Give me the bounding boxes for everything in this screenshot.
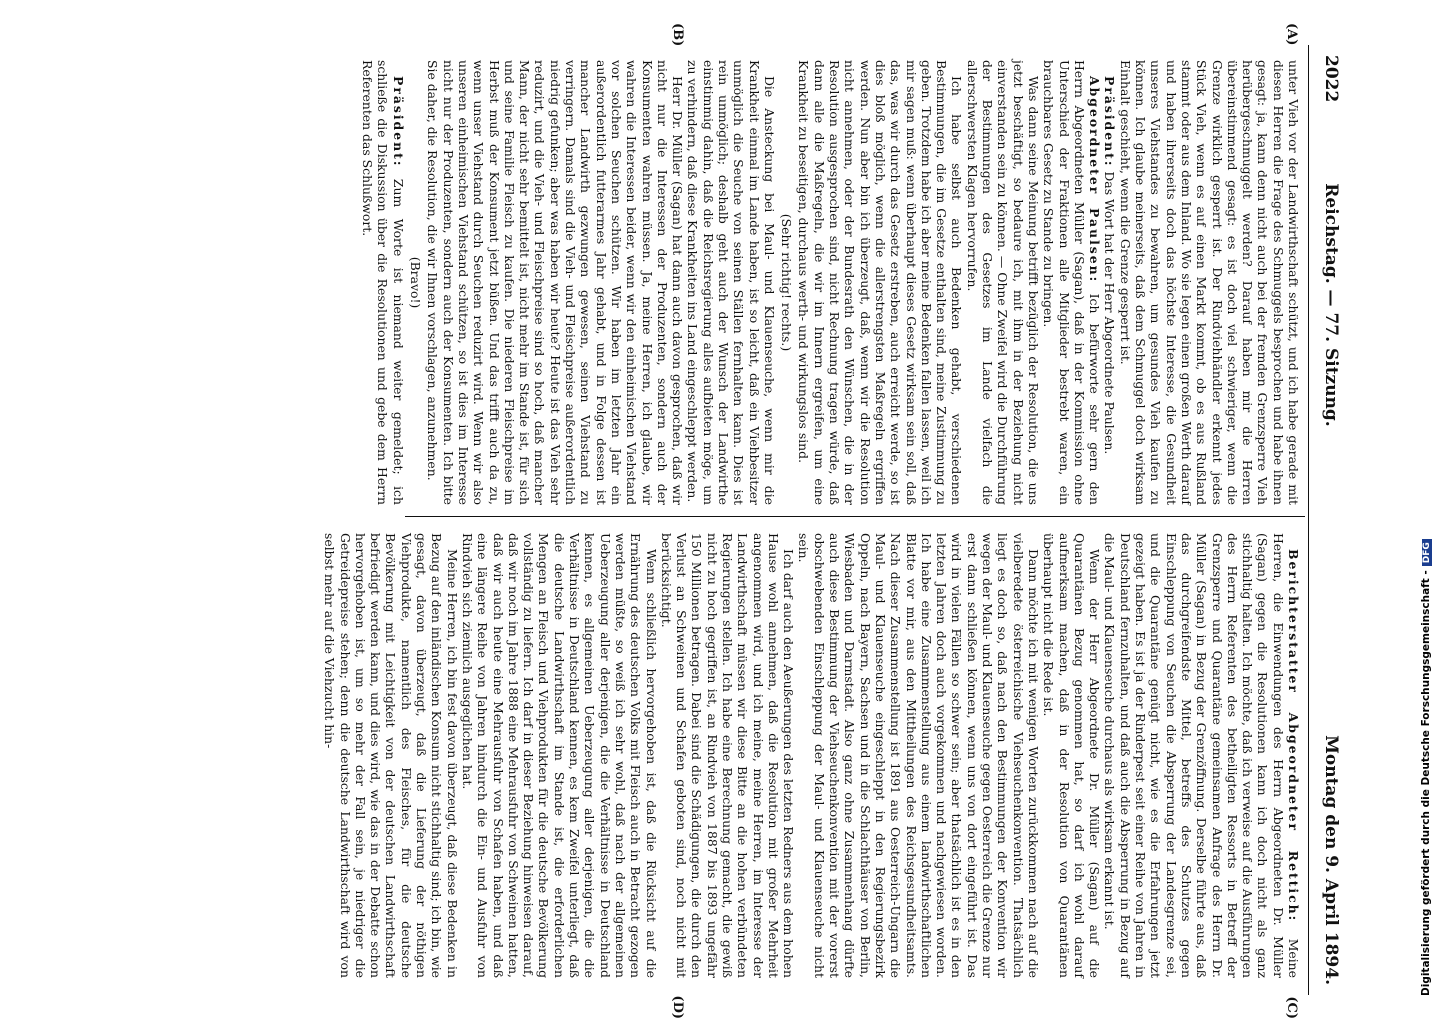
paragraph-text: unter Vieh vor der Landwirthschaft schützt, und ich habe gerade mit diesen Herren die Frage des Schmuggels besprochen und habe ihnen gesagt: ja, kann denn nicht auch bei der fremden Grenzsperre Vieh herübergeschmuggelt werden? Darauf haben mir die Herren übereinstimmend gesagt: es ist doch viel schwieriger, wenn die Grenze wirklich gesperrt ist. Der Rindviehhändler erkennt jedes Stück Vieh, wenn es auf einen Markt kommt, ob es aus Rußland stammt oder aus dem Inland. Wo sie legen einen großen Werth darauf und haben ihrerseits doch das höchste Interesse, die Gesundheit unseres Viehstandes zu bewahren, um gesundes Vieh kaufen zu können. Ich glaube meinerseits, daß dem Schmuggel doch wirksam Einhalt geschieht, wenn die Grenze gesperrt ist. xyxy=(1117,60,1301,505)
speaker-name: Präsident: xyxy=(390,76,406,168)
margin-marker-b: (B) xyxy=(670,23,685,47)
paragraph-text: Zum Worte ist niemand weiter gemeldet; ich schließe die Diskussion über die Resolutionen und gebe dem Herrn Referenten das Schlußwort. xyxy=(360,60,406,505)
digitization-credit xyxy=(1420,539,1432,996)
paragraph-text: Das Wort hat der Herr Abgeordnete Paulsen. xyxy=(1102,171,1118,455)
paragraph-text: Die Ansteckung bei Maul- und Klauenseuche, wenn mir die Krankheit einmal im Lande haben, ist so leicht, daß ein Viehbesitzer unmöglich die Seuche von seinen Ställen fernhalten kann. Dies ist rein unmöglich; deshalb geht auch der Wunsch der Landwirthe einstimmig dahin, daß die Reichsregierung alles aufbieten möge, um zu verhindern, daß diese Krankheiten ins Land eingeschleppt werden. xyxy=(685,60,777,505)
interjection xyxy=(779,60,794,505)
interjection-text: (Bravo!) xyxy=(408,256,424,309)
paragraph xyxy=(685,60,777,505)
paragraph xyxy=(322,533,460,978)
paragraph-text: Ich befürworte sehr gern den Herrn Abgeordneten Müller (Sagan), daß in der Kommission ohne Unterschied der Fraktionen alle Mitglieder bestrebt waren, ein brauchbares Gesetz zu Stande zu bringen. xyxy=(1041,60,1103,505)
paragraph xyxy=(1041,60,1102,505)
paragraph-text: Wenn der Herr Abgeordnete Dr. Müller (Sagan) auf die Quarantänen Bezug genommen hat, so darf ich wohl darauf aufmerksam machen, daß in der Resolution von Quarantänen überhaupt nicht die Rede ist. xyxy=(1041,533,1103,978)
interjection-text: (Sehr richtig! rechts.) xyxy=(779,213,795,352)
dfg-logo: DFG xyxy=(1422,539,1432,566)
margin-marker-c: (C) xyxy=(1284,996,1299,1019)
paragraph xyxy=(360,60,406,505)
column-divider xyxy=(405,516,1305,517)
page-header xyxy=(1311,45,1345,995)
paragraph-text: Meine Herren, ich bin fest davon überzeugt, daß diese Bedenken in Bezug auf den inländischen Konsum nicht stichhaltig sind; ich bin, wie gesagt, davon überzeugt, daß die Lieferung der nöthigen Viehprodukte, namentlich des Fleisches, für die deutsche Bevölkerung mit Leichtigkeit von der deutschen Landwirthschaft befriedigt werden kann, und dies wird, wie das in der Debatte schon hervorgehoben ist, um so mehr der Fall sein, je niedriger die Getreidepreise stehen; denn die deutsche Landwirthschaft wird von selbst mehr auf die Viehzucht hin- xyxy=(322,533,460,978)
paragraph xyxy=(1102,60,1117,505)
paragraph xyxy=(796,60,964,505)
paragraph xyxy=(1102,533,1301,978)
paragraph xyxy=(1117,60,1301,505)
session-title: Reichstag. — 77. Sitzung. xyxy=(1321,183,1341,427)
speaker-name: Berichterstatter Abgeordneter Rettich: xyxy=(1286,549,1301,923)
header-rule xyxy=(1308,45,1309,995)
speaker-name: Abgeordneter Paulsen: xyxy=(1087,76,1103,284)
page-number: 2022 xyxy=(1321,55,1341,103)
left-column xyxy=(360,60,1301,505)
session-date: Montag den 9. April 1894. xyxy=(1321,735,1341,985)
margin-marker-d: (D) xyxy=(670,995,685,1019)
paragraph xyxy=(460,533,659,978)
margin-marker-a: (A) xyxy=(1284,23,1299,46)
paragraph-text: Dann möchte ich mit wenigen Worten zurückkommen nach auf die vielberedete österreichische Viehseuchenkonvention. Thatsächlich liegt es doch so, daß nach den Bestimmungen der Konvention wir wegen der Maul- und Klauenseuche gegen Oesterreich die Grenze nur erst dann schließen können, wenn uns von dort eingeführt ist. Das wird in vielen Fällen so schwer sein; aber thatsächlich ist es in den letzten Jahren doch auch vorgekommen und nachgewiesen worden. Ich habe eine Zusammenstellung aus einem landwirthschaftlichen Blatte vor mir, aus den Mittheilungen des Reichsgesundheitsamts. Nach dieser Zusammenstellung ist 1891 aus Oesterreich-Ungarn die Maul- und Klauenseuche eingeschleppt in den Regierungsbezirk Oppeln, nach Bayern, Sachsen und in die Schlachthäuser von Berlin, Wiesbaden und Darmstadt. Also ganz ohne Zusammenhang dürfte auch diese Bestimmung der Viehseuchenkonvention mit der vorerst obschwebenden Einschleppung der Maul- und Klauenseuche nicht sein. xyxy=(796,533,1041,978)
paragraph xyxy=(425,60,685,505)
paragraph-text: Wenn schließlich hervorgehoben ist, daß die Rücksicht auf die Ernährung des deutschen Volks mit Fleisch auch in Betracht gezogen werden müßte, so weiß ich sehr wohl, daß nach der allgemeinen Ueberzeugung aller derjenigen, die die Verhältnisse in Deutschland kennen, es allgemeinen Ueberzeugung aller derjenigen, die die Verhältnisse in Deutschland kennen, es kem Zweifel unterliegt, daß die deutsche Landwirthschaft im Stande ist, die erforderlichen Mengen an Fleisch und Viehprodukten für die deutsche Bevölkerung vollständig zu liefern. Ich darf in dieser Beziehung hinweisen darauf, daß wir noch im Jahre 1888 eine Mehrausfuhr von Schweinen hatten, daß wir auch heute eine Mehrausfuhr von Schafen haben, und daß eine längere Reihe von Jahren hindurch die Ein- und Ausfuhr von Rindvieh sich ziemlich ausgeglichen hat. xyxy=(459,533,659,978)
paragraph xyxy=(964,60,1040,505)
credit-text: Digitalisierung gefördert durch die Deutsche Forschungsgemeinschaft - xyxy=(1420,570,1432,996)
paragraph xyxy=(659,533,797,978)
paragraph-text: Ich darf auch den Aeußerungen des letzten Redners aus dem hohen Hause wohl annehmen, daß die Resolution mit großer Mehrheit angenommen wird, und ich meine, meine Herren, im Interesse der Landwirthschaft müssen wir diese Bitte an die hohen verbündeten Regierungen stellen. Ich habe eine Berechnung gemacht, die gewiß nicht zu hoch gegriffen ist, an Rindvieh von 1887 bis 1893 ungefähr 150 Millionen betragen. Dabei sind die Schädigungen, die durch den Verlust an Schweinen und Schafen geboten sind, noch nicht mit berücksichtigt. xyxy=(658,533,797,978)
rotated-page-content xyxy=(80,23,1345,1019)
interjection xyxy=(408,60,423,505)
paragraph xyxy=(1041,533,1102,978)
paragraph-text: Meine Herren, die Einwendungen des Herrn Abgeordneten Dr. Müller (Sagan) gegen die Resolutionen kann ich doch nicht als ganz stichhaltig halten. Ich möchte, daß ich verweise auf die Ausführungen des Herrn Referenten des betheiligten Ressorts in Betreff der Grenzsperre und Quarantäne gemeinsamen Anfrage des Herrn Dr. Müller (Sagan) in Bezug der Grenzöffnung. Derselbe führte aus, daß das durchgreifendste Mittel, betreffs des Schutzes gegen Einschleppung von Seuchen die Absperrung der Landesgrenze sei, und die Quarantäne genügt nicht, wie es die Erfahrungen jetzt gezeigt haben. Es ist ja der Rinderpest seit einer Reihe von Jahren in Deutschland fernzuhalten, und daß auch die Absperrung in Bezug auf die Maul- und Klauenseuche durchaus als wirksam erkannt ist. xyxy=(1102,533,1301,978)
right-column xyxy=(322,533,1301,978)
paragraph xyxy=(796,533,1041,978)
paragraph-text: Herr Dr. Müller (Sagan) hat dann auch davon gesprochen, daß wir nicht nur die Interessen der Produzenten, sondern auch der Konsumenten wahren müssen. Ja, meine Herren, ich glaube, wir wahren die Interessen beider, wenn wir den einheimischen Viehstand vor solchen Seuchen schützen. Wir haben im letzten Jahr ein außerordentlich futterarmes Jahr gehabt, und in Folge dessen ist mancher Landwirth gezwungen gewesen, seinen Viehstand zu verringern. Damals sind die Vieh- und Fleischpreise außerordentlich niedrig gefunken; aber was haben wir heute? Heute ist das Vieh sehr reduzirt, und die Vieh- und Fleischpreise sind so hoch, daß mancher Mann, der nicht sehr bemittelt ist, nicht mehr im Stande ist, für sich und seine Familie Fleisch zu kaufen. Die niederen Fleischpreise im Herbst muß der Konsument jetzt büßen. Und das trifft auch da zu, wenn unser Viehstand durch Seuchen reduzirt wird. Wenn wir also unseren einheimischen Viehstand schützen, so ist dies im Interesse nicht nur der Produzenten, sondern auch der Konsumenten. Ich bitte Sie daher, die Resolution, die wir Ihnen vorschlagen, anzunehmen. xyxy=(425,60,686,505)
paragraph-text: Ich habe selbst auch Bedenken gehabt, verschiedenen Bestimmungen, die im Gesetze enthalten sind, meine Zustimmung zu geben. Trotzdem habe ich aber meine Bedenken fallen lassen, weil ich mir sagen muß: wenn überhaupt dieses Gesetz wirksam sein soll, daß das, was wir durch das Gesetz erstreben, auch erreicht werde, so ist dies bloß möglich, wenn die allerstrengsten Maßregeln ergriffen werden. Nun aber bin ich überzeugt, daß, wenn wir die Resolution nicht annehmen, oder der Bundesrath den Wünschen, die in der Resolution ausgesprochen sind, nicht Rechnung tragen würde, daß dann alle die Maßregeln, die wir im Innern ergreifen, um eine Krankheit zu beseitigen, durchaus werth- und wirkungslos sind. xyxy=(796,60,965,505)
paragraph-text: Was dann seine Meinung betrifft bezüglich der Resolution, die uns jetzt beschäftigt, so bedaure ich, mit ihm in der Beziehung nicht einverstanden sein zu können. — Ohne Zweifel wird die Durchführung der Bestimmungen des Gesetzes im Lande vielfach die allerschwersten Klagen hervorrufen. xyxy=(964,60,1041,505)
speaker-name: Präsident: xyxy=(1102,76,1118,168)
